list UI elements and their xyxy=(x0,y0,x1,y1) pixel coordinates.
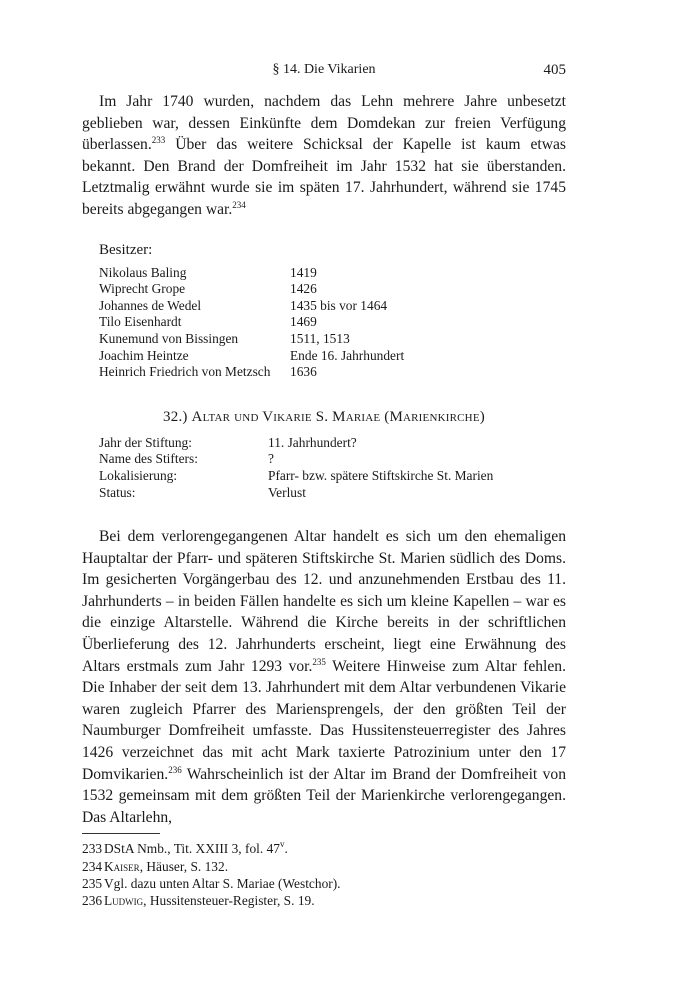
footnotes xyxy=(82,840,566,909)
running-head xyxy=(82,58,566,82)
footnote-ref-236[interactable]: 236 xyxy=(168,764,182,775)
owner-name: Heinrich Friedrich von Metzsch xyxy=(99,364,271,380)
owner-row xyxy=(99,348,404,365)
footnote-234 xyxy=(82,858,566,875)
metadata-value: Pfarr- bzw. spätere Stiftskirche St. Marien xyxy=(268,467,494,483)
metadata-key: Status: xyxy=(99,484,136,500)
footnote-233 xyxy=(82,840,566,857)
owner-row xyxy=(99,281,404,298)
main-text-b: Weitere Hinweise zum Altar fehlen. Die Inhaber der seit dem 13. Jahrhundert mit dem Altar verbundenen Vikarie waren zugleich Pfarrer des Mariensprengels, der den größten Teil der Naumburger Domfreiheit umfasste. Das Hussitensteuerregister des Jahres 1426 verzeichnet das mit acht Mark taxierte Patrozinium unter den 17 Domvikarien. xyxy=(82,657,566,783)
metadata-value: ? xyxy=(268,451,274,467)
owner-date: 1511, 1513 xyxy=(290,330,350,346)
footnote-number: 234 xyxy=(82,858,103,874)
owner-name: Nikolaus Baling xyxy=(99,264,187,280)
footnote-author: Ludwig xyxy=(104,893,144,909)
footnote-text: Vgl. dazu unten Altar S. Mariae (Westchor). xyxy=(104,876,341,891)
owner-row xyxy=(99,364,404,381)
main-text-c: Wahrscheinlich ist der Altar im Brand der Domfreiheit von 1532 gemeinsam mit dem größten Teil der Marienkirche verlorengegangen. Das Altarlehn, xyxy=(82,765,566,826)
owner-row xyxy=(99,265,404,282)
owners-table xyxy=(99,265,404,381)
footnote-236 xyxy=(82,892,566,909)
book-page xyxy=(82,58,566,910)
folio-verso-mark: v xyxy=(279,839,285,850)
owner-date: 1435 bis vor 1464 xyxy=(290,297,388,313)
main-text-a: Bei dem verlorengegangenen Altar handelt es sich um den ehemaligen Hauptaltar der Pfarr- und späteren Stiftskirche St. Marien südlich des Doms. Im gesicherten Vorgängerbau des 12. und anzunehmenden Erstbau des 11. Jahrhunderts – in beiden Fällen handelte es sich um kleine Kapellen – war es die einzige Altarstelle. Während die Kirche bereits in der schriftlichen Überlieferung des 12. Jahrhunderts erscheint, liegt eine Erwähnung des Altars erstmals zum Jahr 1293 vor. xyxy=(82,528,566,675)
intro-paragraph xyxy=(82,91,566,221)
footnote-ref-235[interactable]: 235 xyxy=(312,656,326,667)
owner-row xyxy=(99,298,404,315)
owner-date: 1636 xyxy=(290,364,317,380)
metadata-row xyxy=(99,435,493,452)
owner-name: Kunemund von Bissingen xyxy=(99,330,239,346)
owner-date: 1419 xyxy=(290,264,317,280)
owner-name: Johannes de Wedel xyxy=(99,297,202,313)
footnote-text: , Hussitensteuer-Register, S. 19. xyxy=(143,893,315,909)
section-number: 32.) xyxy=(163,408,188,425)
metadata-value: 11. Jahrhundert? xyxy=(268,434,357,450)
footnote-number: 233 xyxy=(82,841,103,857)
metadata-value: Verlust xyxy=(268,484,306,500)
section-heading xyxy=(82,407,566,427)
footnote-number: 236 xyxy=(82,893,103,909)
section-title: Altar und Vikarie S. Mariae (Marienkirche) xyxy=(191,408,485,425)
metadata-key: Lokalisierung: xyxy=(99,467,178,483)
metadata-row xyxy=(99,451,493,468)
footnote-text: , Häuser, S. 132. xyxy=(139,858,229,874)
owner-date: 1469 xyxy=(290,314,317,330)
main-paragraph xyxy=(82,526,566,828)
metadata-key: Name des Stifters: xyxy=(99,451,198,467)
footnote-ref-234[interactable]: 234 xyxy=(232,199,246,210)
owner-date: 1426 xyxy=(290,281,317,297)
owner-row xyxy=(99,314,404,331)
intro-text-b: Über das weitere Schicksal der Kapelle ist kaum etwas bekannt. Den Brand der Domfreiheit im Jahr 1532 hat sie überstanden. Letztmalig erwähnt wurde sie im späten 17. Jahrhundert, während sie 1745 bereits abgegangen war. xyxy=(82,136,566,218)
owner-name: Tilo Eisenhardt xyxy=(99,314,182,330)
running-head-title: § 14. Die Vikarien xyxy=(272,62,376,77)
owner-date: Ende 16. Jahrhundert xyxy=(290,347,405,363)
footnote-author: Kaiser xyxy=(104,858,140,874)
page-number: 405 xyxy=(543,62,566,78)
metadata-row xyxy=(99,485,493,502)
footnote-number: 235 xyxy=(82,876,103,891)
metadata-key: Jahr der Stiftung: xyxy=(99,434,192,450)
intro-text-a: Im Jahr 1740 wurden, nachdem das Lehn mehrere Jahre unbesetzt geblieben war, dessen Einkünfte dem Domdekan zur freien Verfügung überlassen. xyxy=(82,93,566,154)
owners-label: Besitzer: xyxy=(99,241,153,258)
footnote-divider xyxy=(82,833,160,834)
footnote-tail: . xyxy=(284,841,288,857)
footnote-ref-233[interactable]: 233 xyxy=(151,135,166,146)
owner-name: Joachim Heintze xyxy=(99,347,189,363)
owner-row xyxy=(99,331,404,348)
metadata-row xyxy=(99,468,493,485)
footnote-text: DStA Nmb., Tit. XXIII 3, fol. 47 xyxy=(104,841,280,857)
altar-metadata-table xyxy=(99,435,493,501)
owner-name: Wiprecht Grope xyxy=(99,281,186,297)
footnote-235 xyxy=(82,875,566,892)
